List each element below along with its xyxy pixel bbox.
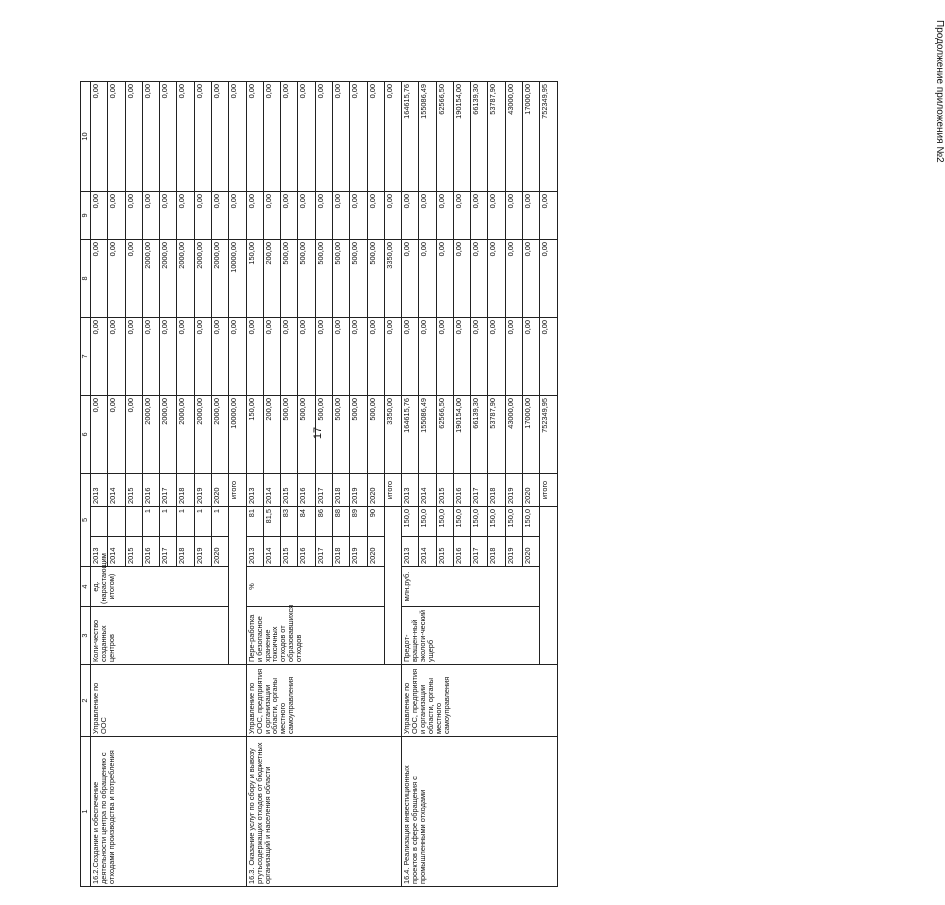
amount-cell-c9: 0,00	[419, 191, 436, 239]
amount-cell-c10: 164615,76	[402, 81, 419, 191]
amount-cell-c8: 0,00	[402, 239, 419, 317]
total-label: итого	[384, 473, 401, 506]
amount-cell-c7: 0,00	[108, 317, 125, 395]
amount-cell-c9: 0,00	[315, 191, 332, 239]
col-header-1: 1	[81, 737, 91, 887]
executor-cell: Управление по ООС, предприятия и организации области, органы местного самоуправления	[246, 665, 402, 737]
finance-year-cell: 2017	[160, 473, 177, 506]
amount-cell-c6: 2000,00	[142, 395, 159, 473]
total-spacer	[384, 507, 401, 665]
total-cell-c7: 0,00	[540, 317, 558, 395]
amount-cell-c10: 0,00	[350, 81, 367, 191]
amount-cell-c8: 500,00	[281, 239, 298, 317]
amount-cell-c10: 0,00	[263, 81, 280, 191]
amount-cell-c10: 155086,49	[419, 81, 436, 191]
amount-cell-c8: 2000,00	[160, 239, 177, 317]
unit-cell: %	[246, 567, 384, 607]
amount-cell-c9: 0,00	[194, 191, 211, 239]
amount-cell-c10: 0,00	[246, 81, 263, 191]
amount-cell-c6: 190154,00	[453, 395, 470, 473]
amount-cell-c9: 0,00	[350, 191, 367, 239]
target-year-cell: 2015	[281, 537, 298, 567]
target-value-cell: 81,5	[263, 507, 280, 537]
target-year-cell: 2014	[263, 537, 280, 567]
total-cell-c6: 3350,00	[384, 395, 401, 473]
amount-cell-c9: 0,00	[436, 191, 453, 239]
amount-cell-c6: 2000,00	[160, 395, 177, 473]
target-year-cell: 2020	[367, 537, 384, 567]
finance-year-cell: 2019	[194, 473, 211, 506]
amount-cell-c7: 0,00	[177, 317, 194, 395]
target-year-cell: 2013	[402, 537, 419, 567]
amount-cell-c9: 0,00	[281, 191, 298, 239]
amount-cell-c6: 0,00	[91, 395, 108, 473]
amount-cell-c8: 500,00	[298, 239, 315, 317]
amount-cell-c8: 200,00	[263, 239, 280, 317]
amount-cell-c9: 0,00	[505, 191, 522, 239]
continuation-label: Продолжение приложения №2	[934, 20, 945, 163]
target-year-cell: 2014	[419, 537, 436, 567]
col-header-6: 6	[81, 395, 91, 473]
amount-cell-c7: 0,00	[263, 317, 280, 395]
amount-cell-c6: 155086,49	[419, 395, 436, 473]
target-value-cell: 150,0	[419, 507, 436, 537]
amount-cell-c10: 0,00	[315, 81, 332, 191]
amount-cell-c9: 0,00	[108, 191, 125, 239]
amount-cell-c8: 2000,00	[142, 239, 159, 317]
amount-cell-c7: 0,00	[211, 317, 228, 395]
target-value-cell: 1	[142, 507, 159, 537]
target-value-cell: 1	[194, 507, 211, 537]
total-cell-c10: 752349,95	[540, 81, 558, 191]
amount-cell-c10: 0,00	[211, 81, 228, 191]
target-value-cell: 1	[211, 507, 228, 537]
total-cell-c9: 0,00	[229, 191, 246, 239]
target-year-cell: 2014	[108, 537, 125, 567]
amount-cell-c10: 17000,00	[523, 81, 540, 191]
amount-cell-c9: 0,00	[211, 191, 228, 239]
amount-cell-c7: 0,00	[471, 317, 488, 395]
total-spacer	[540, 507, 558, 665]
amount-cell-c10: 66139,30	[471, 81, 488, 191]
amount-cell-c6: 500,00	[367, 395, 384, 473]
amount-cell-c8: 0,00	[108, 239, 125, 317]
total-cell-c8: 10000,00	[229, 239, 246, 317]
amount-cell-c10: 0,00	[194, 81, 211, 191]
page-number: 17	[312, 426, 324, 440]
amount-cell-c7: 0,00	[315, 317, 332, 395]
amount-cell-c6: 164615,76	[402, 395, 419, 473]
target-value-cell: 89	[350, 507, 367, 537]
amount-cell-c8: 0,00	[505, 239, 522, 317]
finance-year-cell: 2014	[263, 473, 280, 506]
amount-cell-c8: 2000,00	[194, 239, 211, 317]
amount-cell-c7: 0,00	[298, 317, 315, 395]
amount-cell-c9: 0,00	[332, 191, 349, 239]
amount-cell-c6: 2000,00	[194, 395, 211, 473]
amount-cell-c6: 2000,00	[177, 395, 194, 473]
target-value-cell	[125, 507, 142, 537]
amount-cell-c8: 0,00	[419, 239, 436, 317]
amount-cell-c7: 0,00	[281, 317, 298, 395]
target-value-cell: 150,0	[523, 507, 540, 537]
amount-cell-c9: 0,00	[453, 191, 470, 239]
table-row	[402, 81, 419, 886]
indicator-cell: Коли-чество созданных центров	[91, 607, 229, 665]
amount-cell-c10: 0,00	[367, 81, 384, 191]
amount-cell-c6: 62566,50	[436, 395, 453, 473]
target-value-cell: 86	[315, 507, 332, 537]
amount-cell-c10: 0,00	[108, 81, 125, 191]
target-year-cell: 2015	[436, 537, 453, 567]
target-value-cell: 150,0	[453, 507, 470, 537]
amount-cell-c6: 500,00	[315, 395, 332, 473]
amount-cell-c6: 500,00	[332, 395, 349, 473]
amount-cell-c8: 0,00	[488, 239, 505, 317]
amount-cell-c9: 0,00	[523, 191, 540, 239]
total-cell-c8: 3350,00	[384, 239, 401, 317]
amount-cell-c8: 2000,00	[211, 239, 228, 317]
finance-year-cell: 2020	[523, 473, 540, 506]
unit-cell: ед. (нарастающим итогом)	[91, 567, 229, 607]
col-header-7: 7	[81, 317, 91, 395]
amount-cell-c7: 0,00	[488, 317, 505, 395]
amount-cell-c8: 500,00	[350, 239, 367, 317]
amount-cell-c10: 62566,50	[436, 81, 453, 191]
finance-year-cell: 2017	[315, 473, 332, 506]
finance-year-cell: 2013	[91, 473, 108, 506]
target-year-cell: 2017	[471, 537, 488, 567]
target-year-cell: 2017	[160, 537, 177, 567]
amount-cell-c8: 500,00	[332, 239, 349, 317]
amount-cell-c7: 0,00	[523, 317, 540, 395]
target-year-cell: 2016	[298, 537, 315, 567]
amount-cell-c7: 0,00	[402, 317, 419, 395]
finance-year-cell: 2020	[367, 473, 384, 506]
col-header-3: 3	[81, 607, 91, 665]
table-row	[246, 81, 263, 886]
amount-cell-c9: 0,00	[125, 191, 142, 239]
amount-cell-c8: 0,00	[125, 239, 142, 317]
total-cell-c7: 0,00	[229, 317, 246, 395]
finance-year-cell: 2016	[453, 473, 470, 506]
finance-year-cell: 2019	[505, 473, 522, 506]
amount-cell-c7: 0,00	[125, 317, 142, 395]
finance-year-cell: 2015	[281, 473, 298, 506]
column-number-row	[81, 81, 91, 886]
target-value-cell: 90	[367, 507, 384, 537]
amount-cell-c10: 43000,00	[505, 81, 522, 191]
amount-cell-c8: 0,00	[471, 239, 488, 317]
target-year-cell: 2018	[488, 537, 505, 567]
col-header-9: 9	[81, 191, 91, 239]
target-value-cell: 1	[177, 507, 194, 537]
amount-cell-c6: 150,00	[246, 395, 263, 473]
amount-cell-c7: 0,00	[91, 317, 108, 395]
amount-cell-c8: 0,00	[523, 239, 540, 317]
amount-cell-c8: 0,00	[91, 239, 108, 317]
col-header-10: 10	[81, 81, 91, 191]
amount-cell-c9: 0,00	[263, 191, 280, 239]
amount-cell-c9: 0,00	[91, 191, 108, 239]
amount-cell-c9: 0,00	[246, 191, 263, 239]
executor-cell: Управление по ООС	[91, 665, 247, 737]
col-header-8: 8	[81, 239, 91, 317]
target-year-cell: 2016	[453, 537, 470, 567]
amount-cell-c6: 66139,30	[471, 395, 488, 473]
amount-cell-c10: 0,00	[160, 81, 177, 191]
amount-cell-c6: 0,00	[125, 395, 142, 473]
event-cell: 16.2.Создание и обеспечение деятельности центра по обращению с отходами производства и потребления	[91, 737, 247, 887]
target-value-cell	[91, 507, 108, 537]
total-cell-c9: 0,00	[540, 191, 558, 239]
total-cell-c10: 0,00	[229, 81, 246, 191]
target-year-cell: 2019	[350, 537, 367, 567]
target-value-cell: 84	[298, 507, 315, 537]
amount-cell-c8: 500,00	[367, 239, 384, 317]
target-value-cell: 150,0	[402, 507, 419, 537]
amount-cell-c6: 2000,00	[211, 395, 228, 473]
amount-cell-c10: 0,00	[91, 81, 108, 191]
target-value-cell: 83	[281, 507, 298, 537]
indicator-cell: Предот-вращен-ный экологи-ческий ущерб	[402, 607, 540, 665]
total-label: итого	[229, 473, 246, 506]
executor-cell: Управление по ООС, предприятия и организации области, органы местного самоуправления	[402, 665, 558, 737]
target-year-cell: 2019	[505, 537, 522, 567]
table-body	[91, 81, 558, 886]
target-year-cell: 2016	[142, 537, 159, 567]
target-value-cell: 150,0	[436, 507, 453, 537]
event-cell: 16.4. Реализация инвестиционных проектов в сфере обращения с промышленными отходами	[402, 737, 558, 887]
target-year-cell: 2013	[246, 537, 263, 567]
finance-year-cell: 2018	[177, 473, 194, 506]
amount-cell-c7: 0,00	[419, 317, 436, 395]
amount-cell-c6: 53787,90	[488, 395, 505, 473]
amount-cell-c10: 0,00	[332, 81, 349, 191]
target-year-cell: 2019	[194, 537, 211, 567]
amount-cell-c6: 500,00	[281, 395, 298, 473]
target-value-cell: 81	[246, 507, 263, 537]
amount-cell-c6: 200,00	[263, 395, 280, 473]
table-row	[91, 81, 108, 886]
total-cell-c10: 0,00	[384, 81, 401, 191]
total-cell-c9: 0,00	[384, 191, 401, 239]
finance-year-cell: 2018	[332, 473, 349, 506]
finance-year-cell: 2014	[108, 473, 125, 506]
amount-cell-c10: 0,00	[298, 81, 315, 191]
target-year-cell: 2017	[315, 537, 332, 567]
target-value-cell: 150,0	[471, 507, 488, 537]
event-cell: 16.3. Оказание услуг по сбору и вывозу ртутьсодержащих отходов от бюджетных организаций и населения области	[246, 737, 402, 887]
finance-year-cell: 2019	[350, 473, 367, 506]
target-value-cell: 88	[332, 507, 349, 537]
amount-cell-c6: 43000,00	[505, 395, 522, 473]
col-header-5: 5	[81, 473, 91, 566]
amount-cell-c9: 0,00	[177, 191, 194, 239]
finance-year-cell: 2017	[471, 473, 488, 506]
finance-year-cell: 2015	[436, 473, 453, 506]
finance-year-cell: 2020	[211, 473, 228, 506]
amount-cell-c9: 0,00	[160, 191, 177, 239]
amount-cell-c10: 0,00	[177, 81, 194, 191]
unit-cell: млн.руб.	[402, 567, 540, 607]
total-label: итого	[540, 473, 558, 506]
amount-cell-c7: 0,00	[436, 317, 453, 395]
amount-cell-c10: 53787,90	[488, 81, 505, 191]
amount-cell-c7: 0,00	[332, 317, 349, 395]
finance-year-cell: 2018	[488, 473, 505, 506]
amount-cell-c10: 0,00	[142, 81, 159, 191]
amount-cell-c7: 0,00	[160, 317, 177, 395]
target-year-cell: 2018	[332, 537, 349, 567]
target-year-cell: 2020	[523, 537, 540, 567]
amount-cell-c6: 17000,00	[523, 395, 540, 473]
finance-year-cell: 2015	[125, 473, 142, 506]
amount-cell-c7: 0,00	[367, 317, 384, 395]
amount-cell-c10: 0,00	[125, 81, 142, 191]
col-header-2: 2	[81, 665, 91, 737]
target-value-cell: 150,0	[505, 507, 522, 537]
finance-year-cell: 2013	[402, 473, 419, 506]
amount-cell-c9: 0,00	[471, 191, 488, 239]
total-spacer	[229, 507, 246, 665]
total-cell-c7: 0,00	[384, 317, 401, 395]
indicator-cell: Пере-работка и безопасное хранение токсичных отходов от образовавшихся отходов	[246, 607, 384, 665]
amount-cell-c8: 2000,00	[177, 239, 194, 317]
target-value-cell	[108, 507, 125, 537]
amount-cell-c9: 0,00	[402, 191, 419, 239]
target-year-cell: 2013	[91, 537, 108, 567]
total-cell-c6: 752349,95	[540, 395, 558, 473]
amount-cell-c6: 500,00	[298, 395, 315, 473]
amount-cell-c7: 0,00	[505, 317, 522, 395]
amount-cell-c8: 500,00	[315, 239, 332, 317]
finance-year-cell: 2014	[419, 473, 436, 506]
amount-cell-c8: 0,00	[436, 239, 453, 317]
amount-cell-c9: 0,00	[488, 191, 505, 239]
amount-cell-c6: 0,00	[108, 395, 125, 473]
amount-cell-c7: 0,00	[194, 317, 211, 395]
amount-cell-c10: 0,00	[281, 81, 298, 191]
amount-cell-c7: 0,00	[246, 317, 263, 395]
amount-cell-c7: 0,00	[142, 317, 159, 395]
program-table	[80, 81, 558, 887]
target-value-cell: 1	[160, 507, 177, 537]
amount-cell-c6: 500,00	[350, 395, 367, 473]
amount-cell-c7: 0,00	[453, 317, 470, 395]
target-year-cell: 2020	[211, 537, 228, 567]
amount-cell-c10: 190154,00	[453, 81, 470, 191]
total-cell-c6: 10000,00	[229, 395, 246, 473]
target-year-cell: 2015	[125, 537, 142, 567]
target-year-cell: 2018	[177, 537, 194, 567]
finance-year-cell: 2016	[142, 473, 159, 506]
finance-year-cell: 2013	[246, 473, 263, 506]
amount-cell-c7: 0,00	[350, 317, 367, 395]
amount-cell-c8: 0,00	[453, 239, 470, 317]
total-cell-c8: 0,00	[540, 239, 558, 317]
amount-cell-c8: 150,00	[246, 239, 263, 317]
finance-year-cell: 2016	[298, 473, 315, 506]
col-header-4: 4	[81, 567, 91, 607]
amount-cell-c9: 0,00	[367, 191, 384, 239]
amount-cell-c9: 0,00	[298, 191, 315, 239]
amount-cell-c9: 0,00	[142, 191, 159, 239]
target-value-cell: 150,0	[488, 507, 505, 537]
